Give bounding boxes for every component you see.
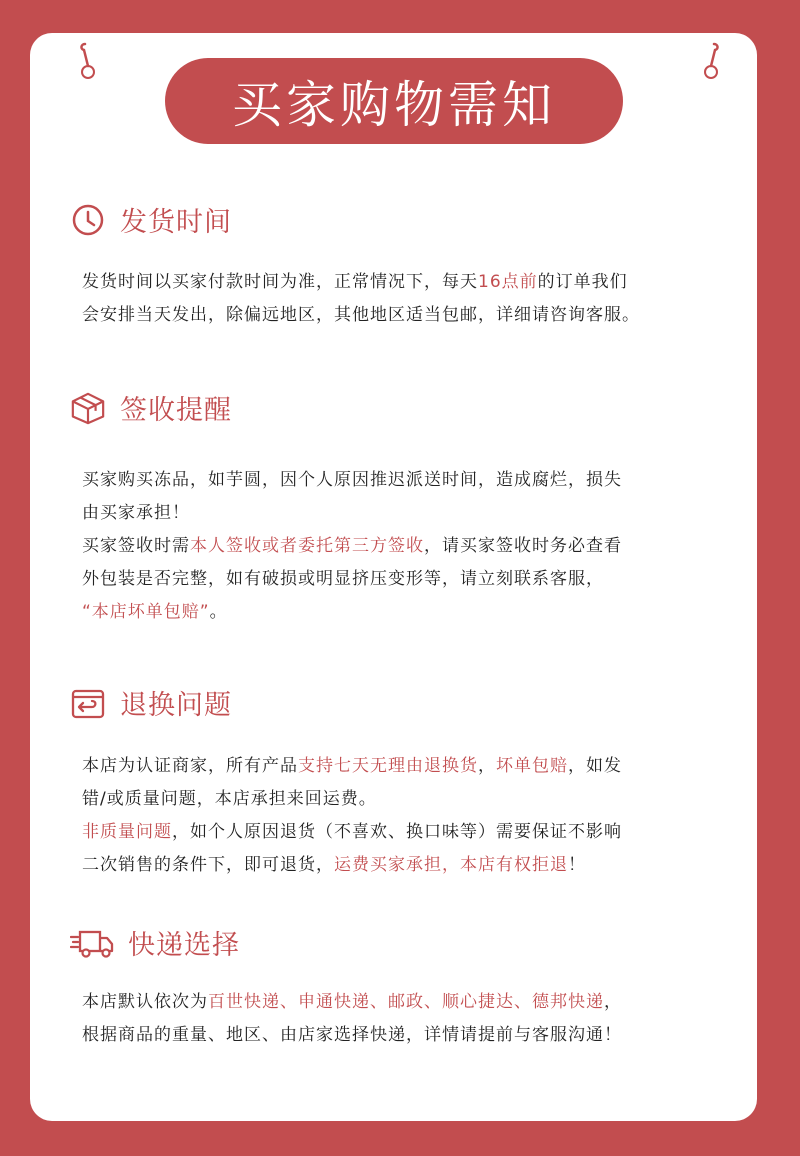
body-text: 由买家承担！ — [82, 503, 190, 523]
text-line — [82, 299, 722, 332]
section-title: 发货时间 — [120, 207, 232, 238]
body-text: 会安排当天发出，除偏远地区，其他地区适当包邮，详细请咨询客服。 — [82, 305, 640, 325]
text-line — [82, 1019, 722, 1052]
text-line — [82, 530, 722, 563]
text-line — [82, 464, 722, 497]
section-text-delivery-reminder — [82, 464, 722, 629]
highlight-text: 支持七天无理由退换货 — [298, 756, 478, 776]
section-header-returns — [70, 683, 232, 722]
hook-icon — [698, 40, 724, 84]
section-header-courier — [70, 923, 240, 962]
text-line — [82, 750, 722, 783]
section-header-delivery-reminder — [70, 388, 232, 427]
body-text: 二次销售的条件下，即可退货， — [82, 855, 334, 875]
section-title: 退换问题 — [120, 690, 232, 721]
clock-icon — [70, 202, 106, 238]
return-icon — [70, 685, 106, 721]
body-text: ， — [604, 992, 622, 1012]
body-text: 的订单我们 — [537, 272, 628, 292]
body-text: 外包装是否完整，如有破损或明显挤压变形等，请立刻联系客服， — [82, 569, 604, 589]
text-line — [82, 266, 722, 299]
text-line — [82, 849, 722, 882]
highlight-text: 本人签收或者委托第三方签收 — [190, 536, 424, 556]
box-icon — [70, 390, 106, 426]
text-line — [82, 563, 722, 596]
delivery-truck-icon — [70, 925, 114, 961]
text-line — [82, 596, 722, 629]
text-line — [82, 783, 722, 816]
highlight-text: 百世快递、申通快递、邮政、顺心捷达、德邦快递 — [208, 992, 604, 1012]
text-line — [82, 497, 722, 530]
text-line — [82, 986, 722, 1019]
body-text: 本店为认证商家，所有产品 — [82, 756, 298, 776]
highlight-text: 16点前 — [478, 272, 538, 292]
section-header-shipping-time — [70, 200, 232, 239]
page-title: 买家购物需知 — [232, 76, 556, 134]
section-text-returns — [82, 750, 722, 882]
highlight-text: 非质量问题 — [82, 822, 172, 842]
section-title: 签收提醒 — [120, 395, 232, 426]
body-text: ，如个人原因退货（不喜欢、换口味等）需要保证不影响 — [172, 822, 622, 842]
highlight-text: “本店坏单包赔” — [82, 602, 210, 622]
highlight-text: 运费买家承担，本店有权拒退 — [334, 855, 568, 875]
hook-icon — [75, 40, 101, 84]
title-banner — [165, 58, 623, 144]
section-text-courier — [82, 986, 722, 1052]
body-text: ， — [478, 756, 496, 776]
section-text-shipping-time — [82, 266, 722, 332]
body-text: 买家购买冻品，如芋圆，因个人原因推迟派送时间，造成腐烂，损失 — [82, 470, 622, 490]
body-text: 错/或质量问题，本店承担来回运费。 — [82, 789, 377, 809]
body-text: 本店默认依次为 — [82, 992, 208, 1012]
body-text: ！ — [568, 855, 586, 875]
text-line — [82, 816, 722, 849]
body-text: 根据商品的重量、地区、由店家选择快递，详情请提前与客服沟通！ — [82, 1025, 622, 1045]
body-text: 。 — [209, 602, 228, 622]
body-text: 买家签收时需 — [82, 536, 190, 556]
highlight-text: 坏单包赔 — [496, 756, 568, 776]
section-title: 快递选择 — [128, 930, 240, 961]
body-text: ，如发 — [568, 756, 622, 776]
body-text: ，请买家签收时务必查看 — [424, 536, 622, 556]
body-text: 发货时间以买家付款时间为准，正常情况下，每天 — [82, 272, 478, 292]
